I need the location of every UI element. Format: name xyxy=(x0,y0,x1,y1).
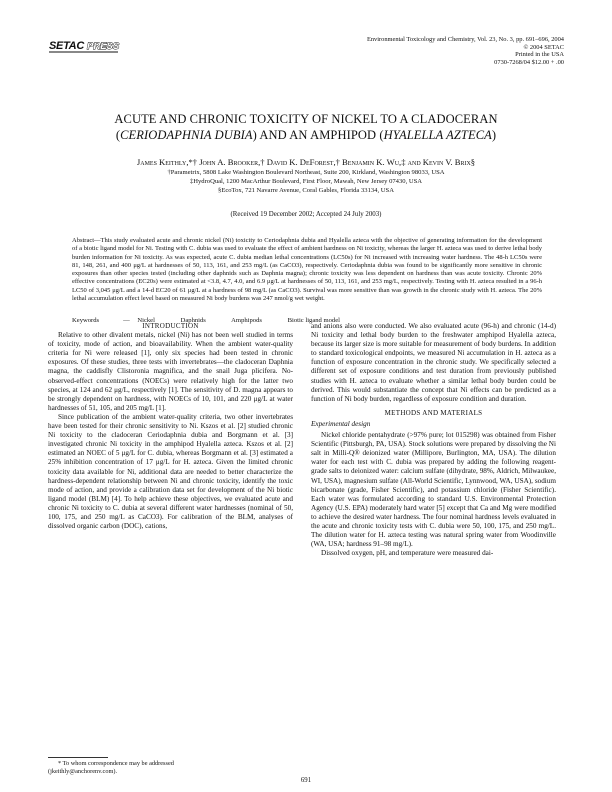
species-ceriodaphnia: CERIODAPHNIA DUBIA xyxy=(120,128,253,142)
abstract-label: Abstract xyxy=(72,237,95,244)
footnote-email: (jkeithly@anchorenv.com). xyxy=(48,768,118,775)
abstract xyxy=(72,237,542,303)
methods-paragraph-2: Dissolved oxygen, pH, and temperature were measured dai- xyxy=(321,549,494,558)
printed-in: Printed in the USA xyxy=(515,51,564,59)
paper-title-line-2: (CERIODAPHNIA DUBIA) AND AN AMPHIPOD (HYALELLA AZTECA) xyxy=(115,128,497,142)
correspondence-footnote xyxy=(48,760,293,776)
right-column xyxy=(311,322,556,558)
svg-text:SETAC: SETAC xyxy=(49,40,84,52)
keyword: Nickel xyxy=(137,317,155,324)
footnote-rule xyxy=(48,757,108,758)
abstract-text: —This study evaluated acute and chronic nickel (Ni) toxicity to Ceriodaphnia dubia and Hyalella azteca with the objective of generating information for the development of a biotic ligand model for Ni. Testing with C. dubia was used to evaluate the effect of ambient hardness on Ni toxicity, whereas the larger H. azteca was used to derive lethal body burden information for Ni toxicity. As was expected, acute C. dubia median lethal concentrations (LC50s) for Ni increased with increasing water hardness. The 48-h LC50s were 81, 148, 261, and 400 μg/L at hardnesses of 50, 113, 161, and 253 mg/L (as CaCO3), respectively. Ceriodaphnia dubia was found to be significantly more sensitive in chronic exposures than other species tested (including other daphnids such as Daphnia magna); chronic toxicity was less dependent on hardness than was acute toxicity. Chronic 20% effective concentrations (EC20s) were estimated at <3.8, 4.7, 4.0, and 6.9 μg/L at hardnesses of 50, 113, 161, and 253 mg/L, respectively. Testing with H. azteca resulted in a 96-h LC50 of 3,045 μg/L and a 14-d EC20 of 61 μg/L at a hardness of 98 mg/L (as CaCO3). Survival was more sensitive than was growth in the chronic study with H. azteca. The 20% lethal accumulation effect level based on measured Ni body burdens was 247 nmol/g wet weight. xyxy=(72,237,542,302)
keywords-label: Keywords xyxy=(72,317,100,324)
affiliation-parametrix: †Parametrix, 5808 Lake Washington Boulevard Northeast, Suite 200, Kirkland, Washington 98033, USA xyxy=(167,169,445,176)
intro-continuation: and anions also were conducted. We also evaluated acute (96-h) and chronic (14-d) Ni toxicity and lethal body burden to the freshwater amphipod Hyalella azteca, because its larger size is more suitable for measurement of body burdens. In addition to standard toxicological endpoints, we measured Ni accumulation in H. azteca as a function of exposure concentration in the chronic study. We specifically selected a different set of exposure conditions and test duration from previously published studies with H. azteca to evaluate whether a similar lethal body burden could be derived. This would substantiate the concept that Ni effects can be predicted as a function of Ni body burden, regardless of exposure condition and duration. xyxy=(311,322,556,403)
left-column xyxy=(48,322,293,531)
page-number: 691 xyxy=(300,777,312,784)
keywords: Keywords — Nickel Daphnids Amphipods Biotic ligand model xyxy=(72,317,340,324)
journal-info xyxy=(304,36,564,67)
footnote-text: * To whom correspondence may be addressed xyxy=(58,760,174,767)
svg-text:PRESS: PRESS xyxy=(87,41,120,52)
experimental-design-subheading: Experimental design xyxy=(311,419,371,428)
intro-paragraph-1: Relative to other divalent metals, nickel (Ni) has not been well studied in terms of toxicity, mode of action, and bioavailability. When the ambient water-quality criteria for Ni were released [1], only six species had been tested in chronic exposures. Of these studies, three tests with invertebrates—the cladoceran Daphnia magna, the caddisfly Clistoronia magnifica, and the snail Juga plicifera. No-observed-effect concentrations (NOECs) were relatively high for the latter two species, at 124 and 62 μg/L, respectively [1]. The sensitivity of D. magna appears to be strongly dependent on hardness, with NOECs of 10, 101, and 220 μg/L at water hardnesses of 51, 105, and 205 mg/L [1]. xyxy=(48,331,293,412)
methods-heading: METHODS AND MATERIALS xyxy=(384,408,483,417)
species-hyalella: HYALELLA AZTECA xyxy=(383,128,492,142)
keyword: Daphnids xyxy=(180,317,206,324)
author-list: James Keithly,*† John A. Brooker,† David K. DeForest,† Benjamin K. Wu,‡ and Kevin V. Brix§ xyxy=(136,157,476,167)
paper-title-line-1: ACUTE AND CHRONIC TOXICITY OF NICKEL TO A CLADOCERAN xyxy=(114,112,498,126)
methods-paragraph-1: Nickel chloride pentahydrate (>97% pure; lot 015298) was obtained from Fisher Scientific (Pittsburgh, PA, USA). Stock solutions were prepared by dissolving the Ni salt in Milli-Q® deionized water (Millipore, Burlington, MA, USA). The dilution water for each test with C. dubia was prepared by adding the following reagent-grade salts to deionized water: calcium sulfate (dihydrate, 98%, Aldrich, Milwaukee, WI, USA), magnesium sulfate (All-World Scientific, Lynnwood, WA, USA), sodium bicarbonate (grade, Fisher Scientific), and potassium chloride (Fisher Scientific). Each water was formulated according to standard U.S. Environmental Protection Agency (U.S. EPA) moderately hard water [5] except that Ca and Mg were modified to achieve the desired water hardness. The four nominal hardness levels evaluated in the acute and chronic toxicity tests with C. dubia were 50, 100, 175, and 250 mg/L. The dilution water for H. azteca testing was natural spring water from Woodinville (WA, USA; hardness 91–98 mg/L). xyxy=(311,431,556,549)
keyword: Amphipods xyxy=(231,317,262,324)
issn-price: 0730-7268/04 $12.00 + .00 xyxy=(494,59,564,67)
setac-press-logo xyxy=(48,37,124,55)
intro-paragraph-2: Since publication of the ambient water-quality criteria, two other invertebrates have been tested for their chronic sensitivity to Ni. Kszos et al. [2] studied chronic Ni toxicity to the cladoceran Ceriodaphnia dubia and Borgmann et al. [3] investigated chronic Ni toxicity in the amphipod Hyalella azteca. Kszos et al. [2] estimated an NOEC of 5 μg/L for C. dubia, whereas Borgmann et al. [3] estimated a 25% inhibition concentration of 17 μg/L for H. azteca. Given the limited chronic toxicity data available for Ni, additional data are needed to better characterize the hardness-dependent relationship between Ni and chronic toxicity, identify the toxic mode of action, and provide a calibration data set for development of the Ni biotic ligand model (BLM) [4]. To help achieve these objectives, we evaluated acute and chronic Ni toxicity to C. dubia at several different water hardnesses (nominal of 50, 100, 175, and 250 mg/L as CaCO3). For calibration of the BLM, analyses of dissolved organic carbon (DOC), cations, xyxy=(48,412,293,531)
keyword: Biotic ligand model xyxy=(287,317,340,324)
introduction-heading: INTRODUCTION xyxy=(142,322,199,330)
affiliation-ecotox: §EcoTox, 721 Navarre Avenue, Coral Gables, Florida 33134, USA xyxy=(218,187,394,194)
affiliation-hydroqual: ‡HydroQual, 1200 MacArthur Boulevard, First Floor, Mawah, New Jersey 07430, USA xyxy=(189,178,423,185)
copyright: © 2004 SETAC xyxy=(523,43,564,51)
journal-citation: Environmental Toxicology and Chemistry, Vol. 23, No. 3, pp. 691–696, 2004 xyxy=(366,36,564,43)
received-accepted-dates: (Received 19 December 2002; Accepted 24 July 2003) xyxy=(230,211,382,218)
